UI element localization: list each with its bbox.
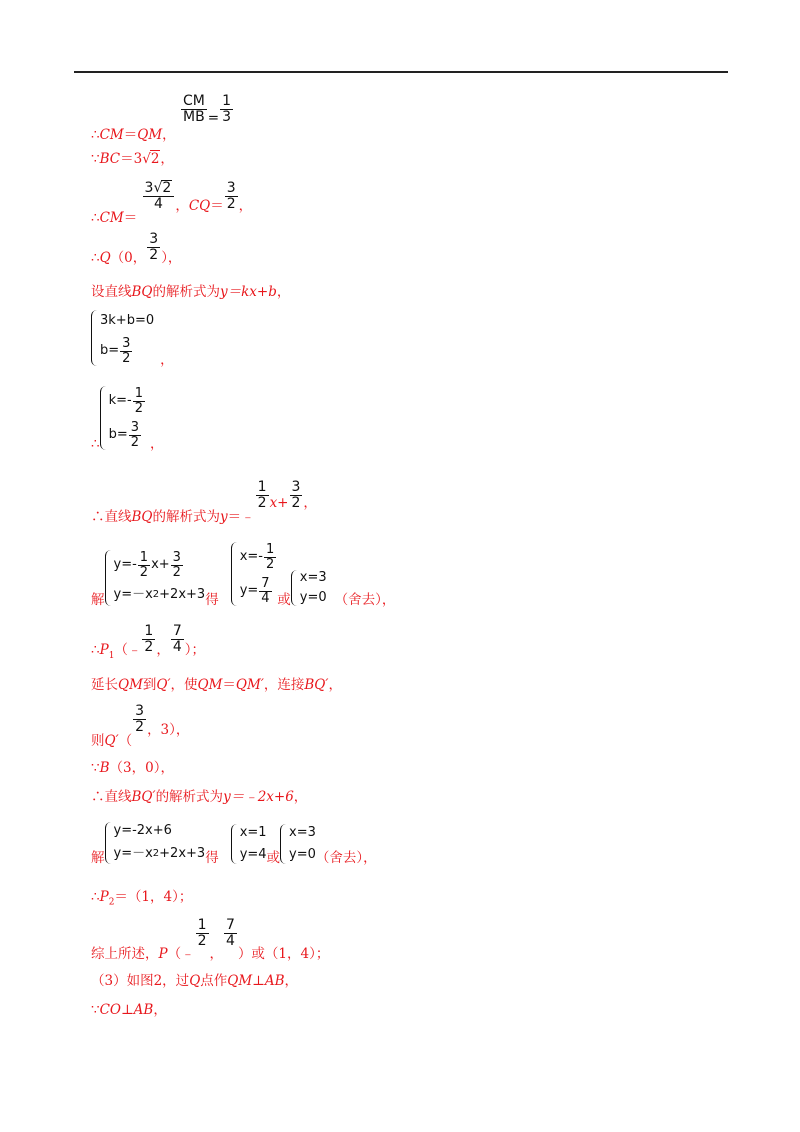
brace-system: x=- $\frac{1}{2}$ y= $\frac{7}{4}$ (231, 540, 278, 608)
line-bc: ∵BC＝3√2， (91, 151, 174, 167)
equation-system-2: ∴ k=- $\frac{1}{2}$ b= $\frac{3}{2}$ ， (91, 385, 164, 452)
therefore-symbol: ∴ (91, 209, 100, 226)
brace-system: y=-2x+6 y=－x 2 +2x+3 (105, 820, 206, 866)
equation-system-3: 解 y=- $\frac{1}{2}$ x+ $\frac{3}{2}$ y=－x 2 +2x+3 得 x=- $\frac{1}{2}$ y= $\frac{7}{4}$ 或 x=3 y=0 （舍去）， (91, 541, 396, 608)
line-part3: （3）如图2，过Q点作QM⊥AB， (91, 973, 299, 989)
equation-system-1: 3k+b=0 b= $\frac{3}{2}$ ， (91, 308, 174, 368)
brace-system: y=- $\frac{1}{2}$ x+ $\frac{3}{2}$ y=－x 2 +2x+3 (105, 548, 206, 608)
line-cm-qm: ∴CM＝QM， $\frac{CM}{MB}$ = $\frac{1}{3}$ (91, 93, 232, 143)
fraction-three-halves: $\frac{3}{2}$ (226, 179, 236, 212)
brace-system: k=- $\frac{1}{2}$ b= $\frac{3}{2}$ (100, 384, 146, 452)
line-summary: 综上所述，P（﹣ $\frac{1}{2}$ ， $\frac{7}{4}$ ）或（1，4）； (91, 917, 330, 962)
line-set-bq: 设直线BQ的解析式为y＝kx+b， (91, 284, 291, 300)
line-q-prime: 则Q′（ $\frac{3}{2}$ ，3）， (91, 703, 190, 749)
line-cm-cq: ∴CM＝ $\frac{3√2}{4}$ ，CQ＝ $\frac{3}{2}$ ， (91, 179, 253, 226)
header-rule (74, 71, 728, 73)
line-co-perp: ∵CO⊥AB， (91, 1002, 167, 1018)
fraction-one-third: $\frac{1}{3}$ (222, 93, 232, 125)
fraction-three-halves: $\frac{3}{2}$ (149, 231, 159, 263)
line-q-point: ∴Q（0， $\frac{3}{2}$ ）， (91, 231, 182, 266)
brace-system: x=1 y=4 (231, 822, 267, 866)
line-bq-equation: ∴直线BQ的解析式为y＝﹣ $\frac{1}{2}$ x+ $\frac{3}{2}$ ， (91, 479, 317, 525)
line-extend-qm: 延长QM到Q′，使QM＝QM′，连接BQ′， (91, 677, 342, 693)
fraction-3root2-over-4: $\frac{3√2}{4}$ (143, 180, 175, 212)
because-symbol: ∵ (91, 151, 100, 167)
line-bq-prime-equation: ∴直线BQ′的解析式为y＝﹣2x+6， (91, 789, 308, 805)
brace-system: 3k+b=0 b= $\frac{3}{2}$ (91, 308, 154, 368)
equation-system-4: 解 y=-2x+6 y=－x 2 +2x+3 得 x=1 y=4 或 x=3 y=0 （舍去）， (91, 820, 377, 866)
brace-system: x=3 y=0 (280, 822, 316, 866)
brace-system: x=3 y=0 (291, 568, 327, 608)
therefore-symbol: ∴ (91, 127, 100, 143)
line-b-point: ∵B（3，0）， (91, 760, 174, 776)
fraction-cm-mb: $\frac{CM}{MB}$ (182, 93, 205, 125)
line-p1: $\therefore P_1(﹣$ $\frac{1}{2}$ ， $\frac{7}{4}$ ）； (91, 623, 206, 661)
line-p2: $\therefore P_2=(1$，4）； (91, 889, 193, 908)
